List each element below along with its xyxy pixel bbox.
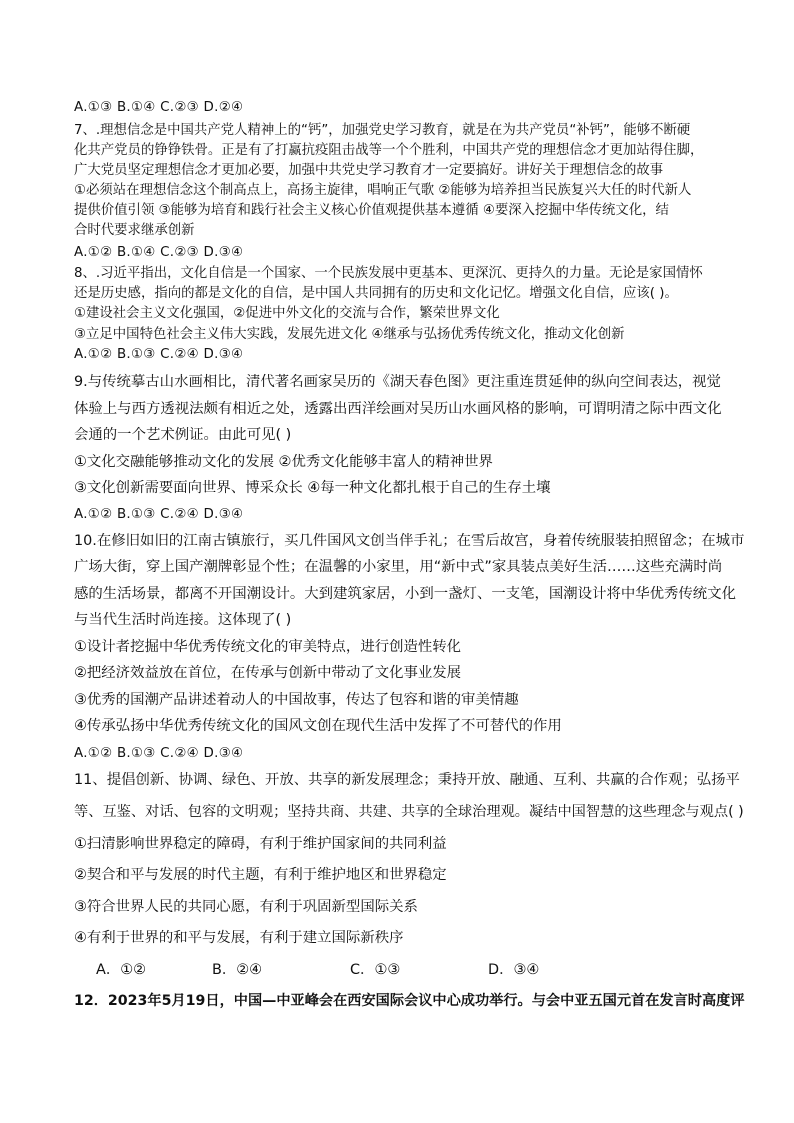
- q10-stem-line-1: 10.在修旧如旧的江南古镇旅行，买几件国风文创当伴手礼；在雪后故宫，身着传统服装拍照留念；在城市: [74, 533, 745, 549]
- q9-stem-line-2: 体验上与西方透视法颇有相近之处，透露出西洋绘画对吴历山水画风格的影响，可谓明清之际中西文化: [74, 401, 722, 417]
- q11-option-b: B．②④: [212, 962, 263, 978]
- q6-answer-options: A.①③ B.①④ C.②③ D.②④: [74, 100, 244, 115]
- q9-stem-line-1: 9.与传统摹古山水画相比，清代著名画家吴历的《湖天春色图》更注重连贯延伸的纵向空间表达，视觉: [74, 374, 721, 390]
- q11-statement-1: ①扫清影响世界稳定的障碍，有利于维护国家间的共同利益: [74, 836, 447, 852]
- q8-answer-options: A.①② B.①③ C.②④ D.③④: [74, 347, 244, 362]
- q10-stem-line-2: 广场大街，穿上国产潮牌彰显个性；在温馨的小家里，用“新中式”家具装点美好生活……这些充满时尚: [74, 559, 723, 575]
- q7-stem-line-3: 广大党员坚定理想信念才更加必要，加强中共党史学习教育才一定要搞好。讲好关于理想信念的故事: [74, 163, 664, 178]
- q9-statement-line-2: ③文化创新需要面向世界、博采众长 ④每一种文化都扎根于自己的生存土壤: [74, 480, 551, 496]
- q7-stem-line-2: 化共产党员的铮铮铁骨。正是有了打赢抗疫阻击战等一个个胜利，中国共产党的理想信念才更加站得住脚，: [74, 143, 704, 158]
- q10-statement-2: ②把经济效益放在首位，在传承与创新中带动了文化事业发展: [74, 665, 462, 681]
- q7-statement-line-2: 提供价值引领 ③能够为培育和践行社会主义核心价值观提供基本遵循 ④要深入挖掘中华传统文化，结: [74, 203, 669, 218]
- q7-stem-line-1: 7、.理想信念是中国共产党人精神上的“钙”，加强党史学习教育，就是在为共产党员“补钙”，能够不断硬: [74, 123, 691, 138]
- q7-statement-line-1: ①必须站在理想信念这个制高点上，高扬主旋律，唱响正气歌 ②能够为培养担当民族复兴大任的时代新人: [74, 183, 692, 198]
- q8-statement-line-2: ③立足中国特色社会主义伟大实践，发展先进文化 ④继承与弘扬优秀传统文化，推动文化创新: [74, 327, 625, 342]
- q8-stem-line-1: 8、.习近平指出，文化自信是一个国家、一个民族发展中更基本、更深沉、更持久的力量。无论是家国情怀: [74, 266, 703, 281]
- q8-stem-line-2: 还是历史感，指向的都是文化的自信，是中国人共同拥有的历史和文化记忆。增强文化自信，应该( )。: [74, 286, 678, 301]
- q9-statement-line-1: ①文化交融能够推动文化的发展 ②优秀文化能够丰富人的精神世界: [74, 454, 493, 470]
- q11-option-c: C．①③: [350, 962, 401, 978]
- q7-answer-options: A.①② B.①④ C.②③ D.③④: [74, 245, 244, 260]
- q11-stem-line-2: 等、互鉴、对话、包容的文明观；坚持共商、共建、共享的全球治理观。凝结中国智慧的这些理念与观点( ): [74, 804, 744, 820]
- q10-answer-options: A.①② B.①③ C.②④ D.③④: [74, 746, 244, 761]
- q11-statement-4: ④有利于世界的和平与发展，有利于建立国际新秩序: [74, 930, 404, 946]
- q9-answer-options: A.①② B.①③ C.②④ D.③④: [74, 507, 244, 522]
- q12-stem-line-1: 12．2023年5月19日，中国—中亚峰会在西安国际会议中心成功举行。与会中亚五国元首在发言时高度评: [74, 993, 745, 1009]
- q8-statement-line-1: ①建设社会主义文化强国，②促进中外文化的交流与合作，繁荣世界文化: [74, 306, 500, 321]
- q11-stem-line-1: 11、提倡创新、协调、绿色、开放、共享的新发展理念；秉持开放、融通、互利、共赢的合作观；弘扬平: [74, 772, 740, 788]
- q11-option-d: D．③④: [488, 962, 540, 978]
- q10-stem-line-3: 感的生活场景，都离不开国潮设计。大到建筑家居，小到一盏灯、一支笔，国潮设计将中华优秀传统文化: [74, 586, 736, 602]
- q7-statement-line-3: 合时代要求继承创新: [74, 223, 195, 238]
- q10-statement-3: ③优秀的国潮产品讲述着动人的中国故事，传达了包容和谐的审美情趣: [74, 692, 519, 708]
- q10-statement-4: ④传承弘扬中华优秀传统文化的国风文创在现代生活中发挥了不可替代的作用: [74, 718, 562, 734]
- q11-statement-3: ③符合世界人民的共同心愿，有利于巩固新型国际关系: [74, 899, 418, 915]
- q9-stem-line-3: 会通的一个艺术例证。由此可见( ): [74, 427, 292, 443]
- q11-option-a: A．①②: [96, 962, 147, 978]
- q11-statement-2: ②契合和平与发展的时代主题，有利于维护地区和世界稳定: [74, 867, 447, 883]
- q10-statement-1: ①设计者挖掘中华优秀传统文化的审美特点，进行创造性转化: [74, 639, 462, 655]
- q10-stem-line-4: 与当代生活时尚连接。这体现了( ): [74, 612, 292, 628]
- q11-answer-options: [96, 958, 696, 982]
